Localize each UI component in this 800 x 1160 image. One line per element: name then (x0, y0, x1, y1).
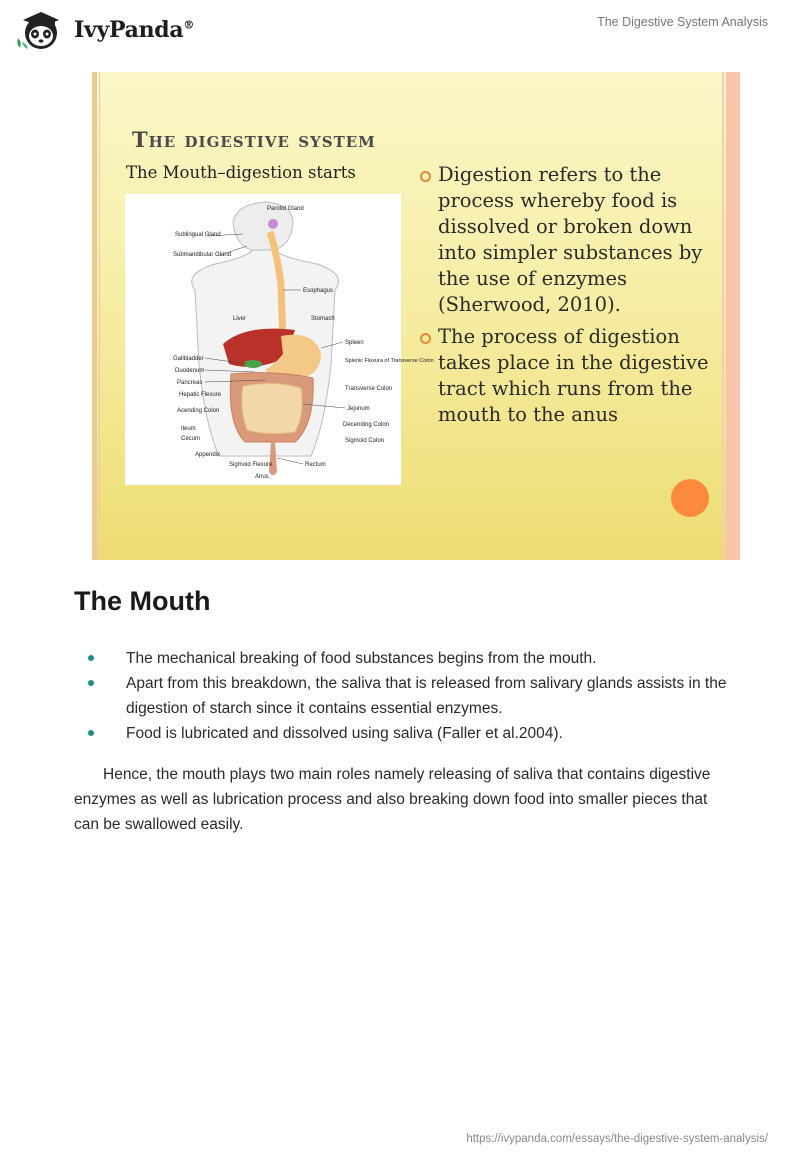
label-sigmoid-colon: Sigmoid Colon (345, 438, 385, 444)
slide-subtitle: The Mouth–digestion starts (126, 163, 356, 182)
label-transverse: Transverse Colon (345, 386, 393, 392)
slide-border-right (726, 72, 740, 560)
bullet-dot-icon (88, 730, 94, 736)
parotid-gland-shape (268, 219, 278, 229)
label-hepatic: Hepatic Flexure (179, 392, 222, 398)
label-decending: Decending Colon (343, 422, 390, 428)
bullet-dot-icon (88, 655, 94, 661)
orange-circle-decoration (671, 479, 709, 517)
brand-name: IvyPanda® (74, 17, 195, 43)
label-esophagus: Esophagus (303, 288, 334, 294)
body-paragraph: Hence, the mouth plays two main roles namely releasing of saliva that contains digestive enzymes as well as lubrication process and also breaking down food into smaller pieces that can be swallowed easily. (74, 766, 711, 833)
label-ileum: Ileum (181, 426, 196, 432)
label-anus: Anus (255, 474, 269, 480)
label-cecum: Cecum (181, 436, 201, 442)
label-pancreas: Pancreas (177, 380, 203, 386)
footer-url-link[interactable]: https://ivypanda.com/essays/the-digestive-system-analysis/ (466, 1133, 768, 1145)
document-title: The Digestive System Analysis (597, 15, 768, 29)
panda-icon (14, 8, 68, 52)
slide-title: The digestive system (132, 127, 376, 152)
slide-bullet-item: Digestion refers to the process whereby food is dissolved or broken down into simpler substances by the use of enzymes (Sherwood, 2010). (420, 162, 720, 318)
page-header (0, 0, 800, 60)
label-parotid: Parotid Gland (267, 206, 304, 212)
label-jejunum: Jejunum (347, 406, 370, 412)
label-submandibular: Submandibular Gland (173, 252, 232, 258)
slide-border-left-line (99, 72, 100, 560)
bullet-dot-icon (88, 680, 94, 686)
small-intestine-shape (242, 383, 302, 433)
ring-bullet-icon (420, 333, 431, 344)
slide-bullet-item: The process of digestion takes place in the digestive tract which runs from the mouth to the anus (420, 324, 720, 428)
label-sigmoid-flexure: Sigmoid Flexure (229, 462, 273, 468)
bullet-list (88, 646, 728, 746)
label-duodenum: Duodenum (175, 368, 205, 374)
label-appendix: Appendix (195, 452, 221, 458)
label-ascending: Acending Colon (177, 408, 220, 414)
list-item: Food is lubricated and dissolved using saliva (Faller et al.2004). (88, 721, 728, 746)
label-sublingual: Sublingual Gland (175, 232, 221, 238)
slide-border-left (92, 72, 97, 560)
list-item: Apart from this breakdown, the saliva that is released from salivary glands assists in the digestion of starch since it contains essential enzymes. (88, 671, 728, 721)
digestive-system-diagram (125, 194, 434, 485)
ivypanda-logo[interactable] (14, 8, 194, 52)
label-splenic: Splenic Flexura of Transverse Colon (345, 358, 434, 364)
slide-bullet-list (420, 162, 720, 434)
label-spleen: Spleen (345, 340, 364, 346)
leader-rectum (277, 458, 303, 464)
label-liver: Liver (233, 316, 247, 322)
section-heading: The Mouth (74, 586, 211, 616)
slide-border-right-line (722, 72, 724, 560)
leader-submandibular (217, 246, 247, 256)
list-item: The mechanical breaking of food substances begins from the mouth. (88, 646, 728, 671)
label-rectum: Rectum (305, 462, 326, 468)
slide-image (92, 72, 740, 560)
label-stomach: Stomach (311, 316, 335, 322)
label-gallbladder: Gallbladder (173, 356, 204, 362)
ring-bullet-icon (420, 171, 431, 182)
